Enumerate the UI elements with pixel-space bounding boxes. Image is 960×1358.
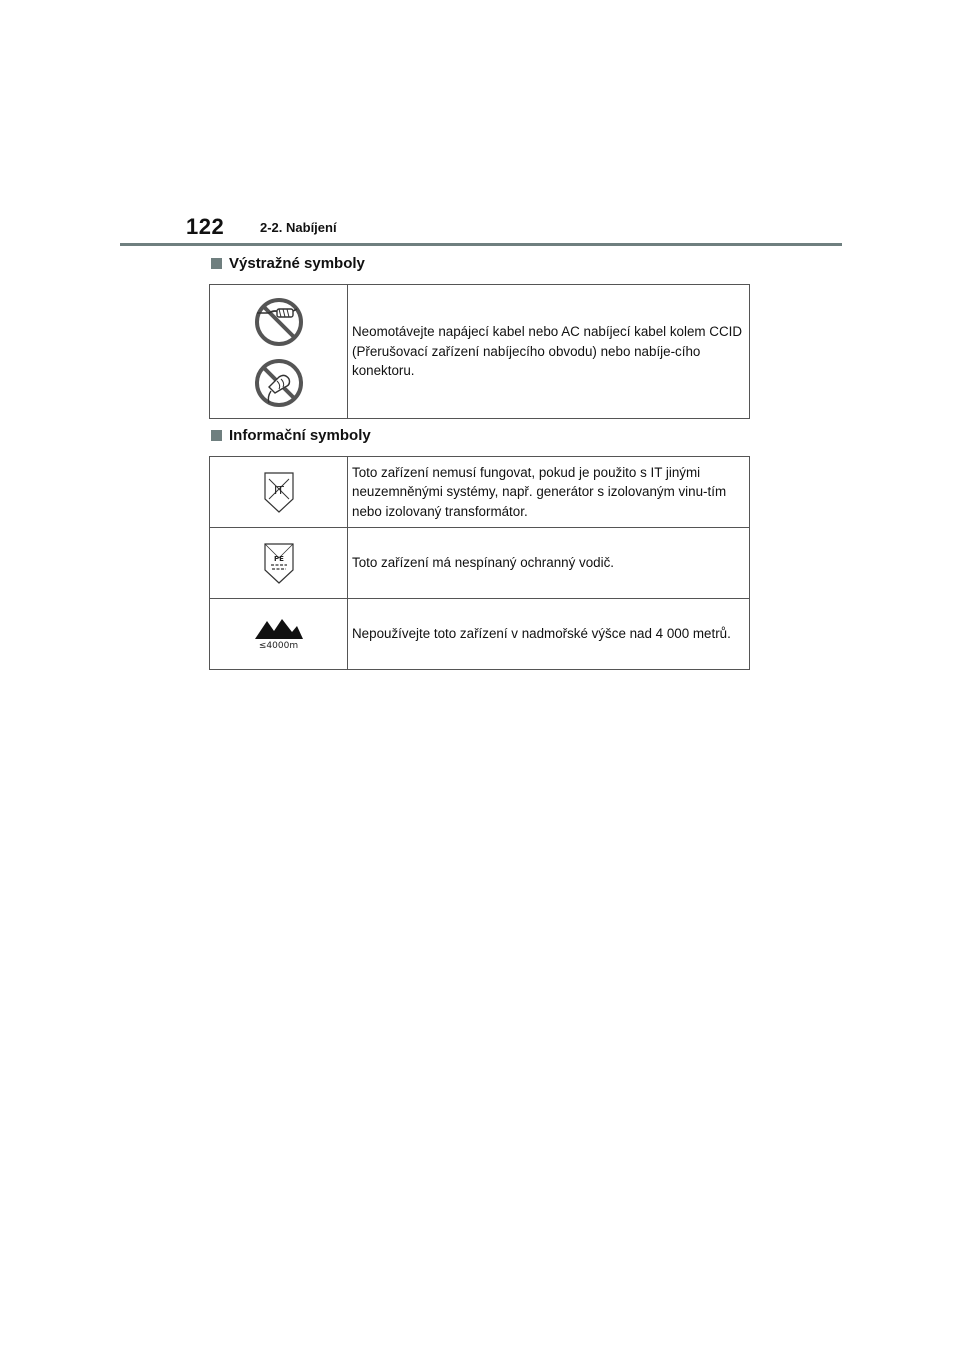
square-bullet-icon — [211, 258, 222, 269]
info-text-cell-it: Toto zařízení nemusí fungovat, pokud je použito s IT jinými neuzemněnými systémy, např. generátor s izolovaným vinu-tím nebo izolovaný transformátor. — [348, 457, 750, 528]
it-label: IT — [273, 484, 284, 497]
information-symbols-table — [209, 456, 750, 670]
it-shield-icon — [262, 469, 296, 515]
warning-text-cell: Neomotávejte napájecí kabel nebo AC nabíjecí kabel kolem CCID (Přerušovací zařízení nabíjecího obvodu) nebo nabíje-cího konektoru. — [348, 285, 750, 419]
icon-cell — [210, 528, 348, 599]
pe-shield-icon — [262, 540, 296, 586]
warning-symbols-heading — [211, 255, 365, 272]
no-coiling-connector-icon — [251, 357, 307, 409]
table-row — [210, 599, 750, 670]
info-text-cell-altitude: Nepoužívejte toto zařízení v nadmořské výšce nad 4 000 metrů. — [348, 599, 750, 670]
info-text-cell-pe: Toto zařízení má nespínaný ochranný vodič. — [348, 528, 750, 599]
mountain-icon — [254, 618, 304, 640]
square-bullet-icon — [211, 430, 222, 441]
warning-symbols-table — [209, 284, 750, 419]
icon-cell — [210, 285, 348, 419]
info-heading-text: Informační symboly — [229, 427, 371, 444]
warning-heading-text: Výstražné symboly — [229, 255, 365, 272]
header-rule — [120, 243, 842, 246]
icon-cell — [210, 599, 348, 670]
section-title: 2-2. Nabíjení — [260, 220, 337, 235]
information-symbols-heading — [211, 427, 371, 444]
no-coiling-cable-icon — [251, 295, 307, 347]
table-row — [210, 528, 750, 599]
altitude-label: ≤4000m — [258, 640, 299, 651]
pe-label: PE — [273, 555, 284, 563]
page-number: 122 — [186, 214, 225, 239]
table-row — [210, 457, 750, 528]
icon-cell — [210, 457, 348, 528]
table-row — [210, 285, 750, 419]
